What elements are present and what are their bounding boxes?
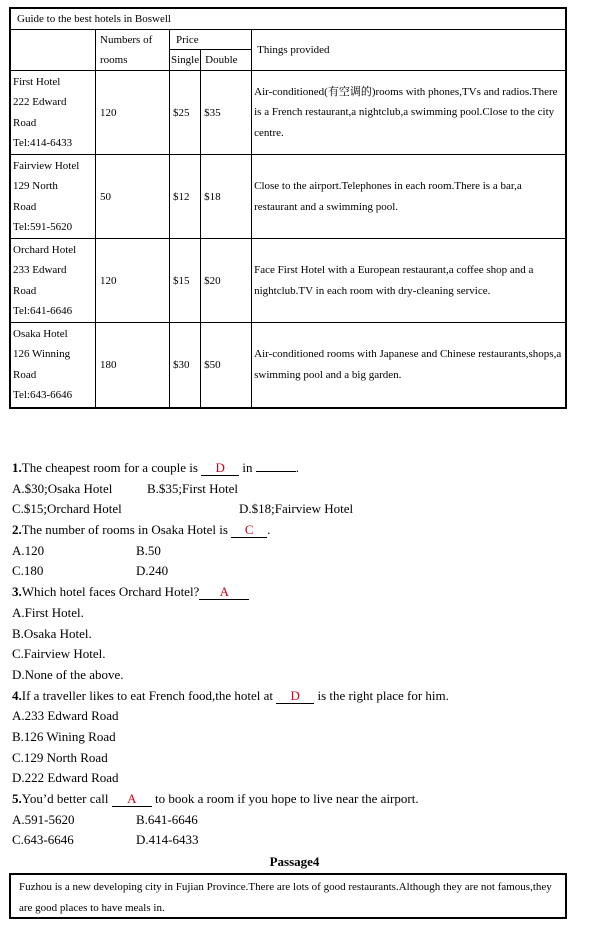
option-c: C.Fairview Hotel. [12,646,106,662]
options-row [12,499,572,520]
header-rooms-line1: Numbers of [100,34,153,46]
table-row [11,323,565,407]
double-price-cell: $35 [201,71,252,155]
hotel-tel: Tel:414-6433 [13,137,73,149]
option-d: D.414-6433 [136,832,199,848]
table-row [11,71,565,155]
question-text-end: to book a room if you hope to live near the airport. [151,791,419,806]
double-price-cell: $50 [201,323,252,407]
answer-blank: D [276,688,314,704]
hotel-info-cell [11,239,96,323]
answer-blank: D [201,460,239,476]
question-number: 2. [12,522,22,538]
answer-blank: A [199,584,249,600]
question-text: The cheapest room for a couple is [21,460,202,475]
hotel-address-line2: Road [13,368,37,381]
table-title: Guide to the best hotels in Boswell [11,9,565,30]
option-d: D.240 [136,563,169,579]
option-a: A.$30;Osaka Hotel [12,480,113,496]
rooms-cell: 120 [96,239,170,323]
question-text: You’d better call [21,791,112,806]
questions-section [12,458,572,851]
hotel-name: Orchard Hotel [13,243,77,256]
hotel-tel: Tel:591-5620 [13,221,73,233]
question-text: The number of rooms in Osaka Hotel is [21,522,232,538]
things-cell: Close to the airport.Telephones in each room.There is a bar,a restaurant and a swimming pool. [252,155,565,239]
question-4 [12,686,572,707]
question-5 [12,789,572,810]
header-things: Things provided [252,30,565,71]
table-row [11,155,565,239]
hotel-address-line2: Road [13,200,37,213]
option-d: D.None of the above. [12,666,124,682]
option-b: B.641-6646 [136,811,198,827]
double-price-cell: $18 [201,155,252,239]
question-number: 5. [12,791,22,806]
passage-title: Passage4 [269,854,320,869]
hotel-name: First Hotel [13,75,61,88]
header-price: Price [170,30,252,50]
rooms-cell: 180 [96,323,170,407]
things-cell: Air-conditioned(有空调的)rooms with phones,TVs and radios.There is a French restaurant,a nightclub,a swimming pool.Close to the city centre. [252,71,565,155]
hotel-info-cell [11,323,96,407]
header-rooms-cell [96,30,170,71]
option-a: A.591-5620 [12,811,75,827]
header-hotel-cell [11,30,96,71]
option-d: D.$18;Fairview Hotel [239,501,354,517]
header-double: Double [201,50,252,71]
question-1 [12,458,572,479]
option-c: C.$15;Orchard Hotel [12,501,122,517]
header-row [11,30,565,50]
single-price-cell: $12 [170,155,201,239]
passage-text: Fuzhou is a new developing city in Fujian Province.There are lots of good restaurants.Although they are not famous,they are good places to have meals in. [9,873,567,919]
single-price-cell: $25 [170,71,201,155]
option-a: A.120 [12,542,45,558]
question-text-end: is the right place for him. [314,687,449,703]
hotel-name: Fairview Hotel [13,159,80,172]
question-number: 1. [12,460,22,475]
single-price-cell: $30 [170,323,201,407]
question-text-end: . [295,460,300,475]
hotel-address-line2: Road [13,116,37,129]
header-rooms-line2: rooms [100,54,128,66]
hotel-address-line1: 222 Edward [13,96,67,108]
options-row [12,561,572,582]
question-text: Which hotel faces Orchard Hotel? [21,584,200,600]
hotel-name: Osaka Hotel [13,327,68,340]
option-d: D.222 Edward Road [12,770,119,786]
question-text: If a traveller likes to eat French food,the hotel at [21,687,277,703]
option-c: C.180 [12,563,44,579]
hotel-info-cell [11,71,96,155]
answer-blank: A [112,791,152,807]
empty-blank [256,471,296,472]
hotel-address-line2: Road [13,284,37,297]
hotel-guide-table [9,7,567,409]
option-b: B.$35;First Hotel [147,480,239,496]
option-a: A.First Hotel. [12,604,84,620]
options-row [12,830,572,851]
option-b: B.Osaka Hotel. [12,625,92,641]
hotel-address-line1: 233 Edward [13,264,67,276]
option-b: B.126 Wining Road [12,728,116,744]
hotel-address-line1: 126 Winning [13,348,71,361]
question-text-end: . [267,522,271,538]
option-b: B.50 [136,542,161,558]
question-text-mid: in [239,460,256,475]
things-cell: Air-conditioned rooms with Japanese and Chinese restaurants,shops,a swimming pool and a big garden. [252,323,565,407]
options-row [12,479,572,500]
option-c: C.643-6646 [12,832,74,848]
question-2 [12,520,572,541]
header-single: Single [170,50,201,71]
options-row [12,810,572,831]
hotel-address-line1: 129 North [13,180,58,192]
hotel-info-cell [11,155,96,239]
options-row [12,541,572,562]
single-price-cell: $15 [170,239,201,323]
question-number: 3. [12,584,22,600]
rooms-cell: 120 [96,71,170,155]
table-row [11,239,565,323]
question-number: 4. [12,687,22,703]
answer-blank: C [231,522,267,538]
double-price-cell: $20 [201,239,252,323]
things-cell: Face First Hotel with a European restaurant,a coffee shop and a nightclub.TV in each room with dry-cleaning service. [252,239,565,323]
hotel-tel: Tel:641-6646 [13,305,73,317]
rooms-cell: 50 [96,155,170,239]
hotel-tel: Tel:643-6646 [13,389,73,402]
hotel-grid [11,30,565,407]
option-a: A.233 Edward Road [12,708,119,724]
option-c: C.129 North Road [12,749,108,765]
question-3 [12,582,572,603]
